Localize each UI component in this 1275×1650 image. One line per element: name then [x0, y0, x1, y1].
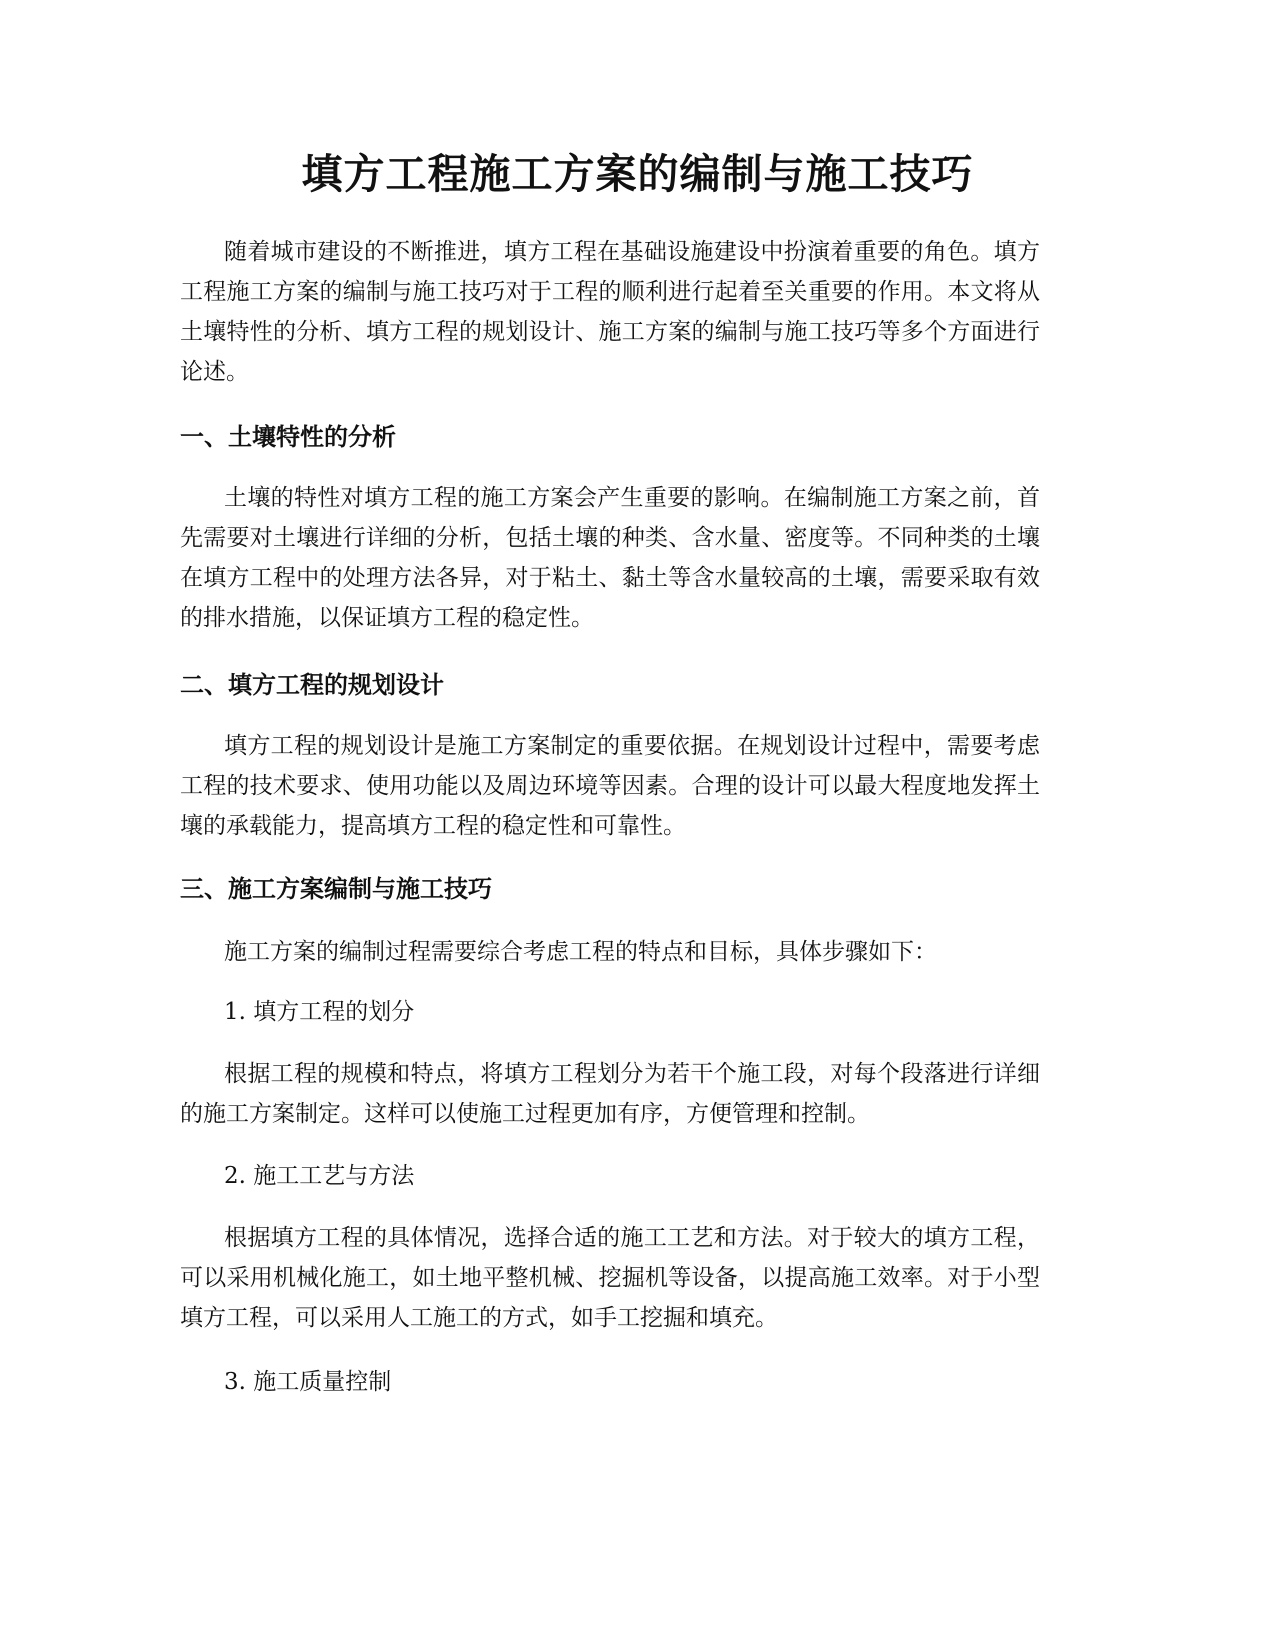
list-item-label-division: 1. 填方工程的划分: [224, 999, 415, 1025]
section-paragraph-construction-plan: 施工方案的编制过程需要综合考虑工程的特点和目标，具体步骤如下：: [224, 939, 937, 965]
section-heading-soil-analysis: 一、土壤特性的分析: [180, 423, 396, 451]
list-item-label-methods: 2. 施工工艺与方法: [224, 1163, 415, 1189]
section-heading-construction-plan: 三、施工方案编制与施工技巧: [180, 875, 492, 903]
intro-paragraph: 随着城市建设的不断推进，填方工程在基础设施建设中扮演着重要的角色。填方工程施工方案的编制与施工技巧对于工程的顺利进行起着至关重要的作用。本文将从土壤特性的分析、填方工程的规划设计、施工方案的编制与施工技巧等多个方面进行论述。: [180, 239, 1040, 385]
list-item-text-methods: 根据填方工程的具体情况，选择合适的施工工艺和方法。对于较大的填方工程，可以采用机械化施工，如土地平整机械、挖掘机等设备，以提高施工效率。对于小型填方工程，可以采用人工施工的方式，如手工挖掘和填充。: [180, 1225, 1040, 1331]
list-item-text-division: 根据工程的规模和特点，将填方工程划分为若干个施工段，对每个段落进行详细的施工方案制定。这样可以使施工过程更加有序，方便管理和控制。: [180, 1061, 1040, 1127]
section-paragraph-soil-analysis: 土壤的特性对填方工程的施工方案会产生重要的影响。在编制施工方案之前，首先需要对土壤进行详细的分析，包括土壤的种类、含水量、密度等。不同种类的土壤在填方工程中的处理方法各异，对于粘土、黏土等含水量较高的土壤，需要采取有效的排水措施，以保证填方工程的稳定性。: [180, 485, 1040, 631]
section-paragraph-planning-design: 填方工程的规划设计是施工方案制定的重要依据。在规划设计过程中，需要考虑工程的技术要求、使用功能以及周边环境等因素。合理的设计可以最大程度地发挥土壤的承载能力，提高填方工程的稳定性和可靠性。: [180, 733, 1040, 839]
section-heading-planning-design: 二、填方工程的规划设计: [180, 671, 444, 699]
list-item-label-quality-control: 3. 施工质量控制: [224, 1369, 392, 1395]
document-title: 填方工程施工方案的编制与施工技巧: [301, 150, 974, 198]
